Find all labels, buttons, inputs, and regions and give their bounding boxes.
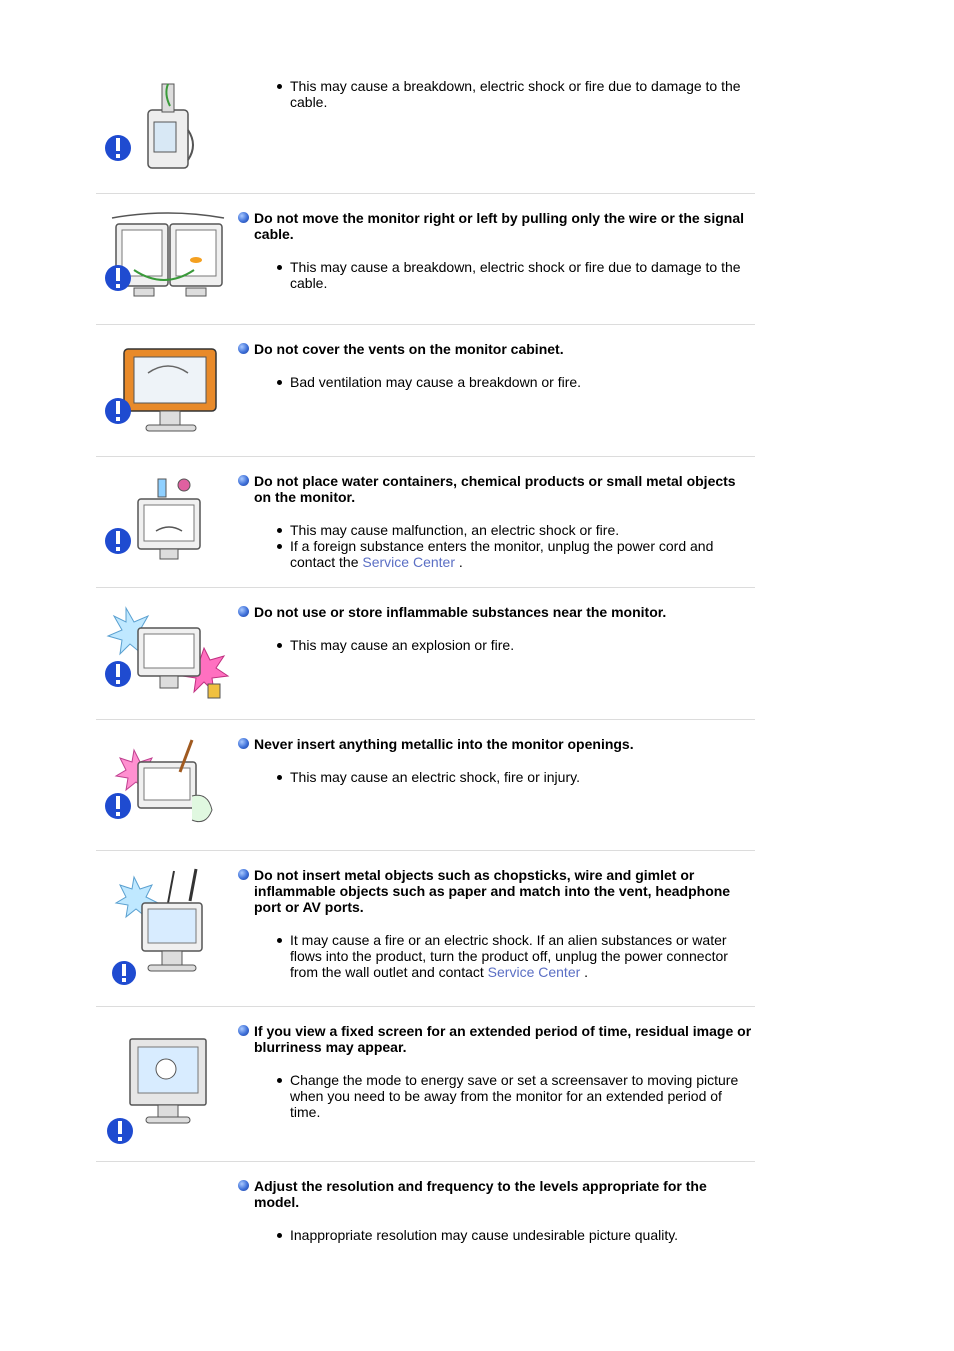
blue-bullet-icon bbox=[238, 475, 249, 486]
list-item: This may cause malfunction, an electric shock or fire. bbox=[290, 522, 755, 538]
section-fixed-screen bbox=[96, 1007, 755, 1162]
service-center-link[interactable]: Service Center bbox=[362, 554, 455, 570]
list-item: This may cause a breakdown, electric shock or fire due to damage to the cable. bbox=[290, 78, 755, 110]
bullet-list bbox=[238, 374, 755, 390]
section-heading: Do not place water containers, chemical products or small metal objects on the monitor. bbox=[238, 473, 755, 505]
blue-bullet-icon bbox=[238, 606, 249, 617]
list-item: If a foreign substance enters the monitor, unplug the power cord and contact the Service Center . bbox=[290, 538, 755, 570]
section-heading: Do not use or store inflammable substances near the monitor. bbox=[238, 604, 755, 620]
section-heading: Do not move the monitor right or left by pulling only the wire or the signal cable. bbox=[238, 210, 755, 242]
section-heading: Adjust the resolution and frequency to the levels appropriate for the model. bbox=[238, 1178, 755, 1210]
bullet-list bbox=[238, 1072, 755, 1120]
blue-bullet-icon bbox=[238, 343, 249, 354]
list-item: This may cause an explosion or fire. bbox=[290, 637, 755, 653]
section-chopsticks bbox=[96, 851, 755, 1007]
covered-vents-monitor-icon bbox=[104, 343, 232, 443]
flammable-near-monitor-icon bbox=[104, 604, 232, 704]
section-cable-damage bbox=[96, 70, 755, 194]
monitor-cable-warning-icon bbox=[104, 80, 232, 180]
bullet-list bbox=[238, 637, 755, 653]
bullet-list bbox=[238, 769, 755, 785]
blue-bullet-icon bbox=[238, 869, 249, 880]
metal-in-openings-icon bbox=[104, 736, 232, 836]
bullet-list bbox=[238, 259, 755, 291]
bullet-list bbox=[238, 522, 755, 570]
blue-bullet-icon bbox=[238, 1025, 249, 1036]
list-item: It may cause a fire or an electric shock. If an alien substances or water flows into the product, turn the product off, unplug the power connector from the wall outlet and contact Service Center . bbox=[290, 932, 755, 980]
section-metallic bbox=[96, 720, 755, 851]
fixed-screen-monitor-icon bbox=[104, 1031, 232, 1151]
blue-bullet-icon bbox=[238, 1180, 249, 1191]
list-item: Change the mode to energy save or set a screensaver to moving picture when you need to be away from the monitor for an extended period of time. bbox=[290, 1072, 755, 1120]
section-water-containers bbox=[96, 457, 755, 588]
section-pull-wire bbox=[96, 194, 755, 325]
section-heading: Never insert anything metallic into the monitor openings. bbox=[238, 736, 755, 752]
blue-bullet-icon bbox=[238, 738, 249, 749]
section-resolution bbox=[96, 1162, 755, 1262]
list-item: Inappropriate resolution may cause undesirable picture quality. bbox=[290, 1227, 755, 1243]
section-heading: Do not cover the vents on the monitor cabinet. bbox=[238, 341, 755, 357]
section-heading: Do not insert metal objects such as chopsticks, wire and gimlet or inflammable objects such as paper and match into the vent, headphone port or AV ports. bbox=[238, 867, 755, 915]
chopsticks-in-vent-icon bbox=[104, 867, 232, 987]
bullet-list bbox=[238, 932, 755, 980]
list-item: This may cause an electric shock, fire or injury. bbox=[290, 769, 755, 785]
bullet-list bbox=[238, 1227, 755, 1243]
section-inflammable bbox=[96, 588, 755, 720]
blue-bullet-icon bbox=[238, 212, 249, 223]
section-heading: If you view a fixed screen for an extended period of time, residual image or blurriness may appear. bbox=[238, 1023, 755, 1055]
monitor-pulled-by-cable-icon bbox=[104, 210, 232, 310]
list-item: This may cause a breakdown, electric shock or fire due to damage to the cable. bbox=[290, 259, 755, 291]
service-center-link[interactable]: Service Center bbox=[487, 964, 581, 980]
section-vents bbox=[96, 325, 755, 457]
bullet-list bbox=[238, 78, 755, 110]
objects-on-monitor-icon bbox=[104, 473, 232, 573]
list-item: Bad ventilation may cause a breakdown or fire. bbox=[290, 374, 755, 390]
